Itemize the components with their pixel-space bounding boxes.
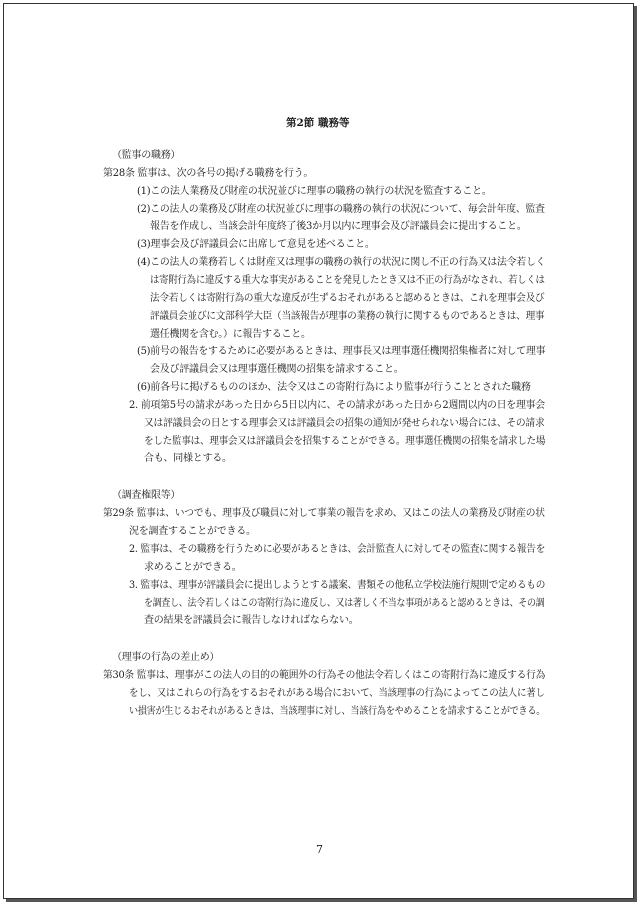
article-line: 合も、同様とする。	[144, 453, 232, 464]
article-line: 選任機関を含む。）に報告すること。	[150, 329, 311, 340]
article-line: 第30条 監事は、理事がこの法人の目的の範囲外の行為その他法令若しくはこの寄附行為に違反する行為	[103, 670, 546, 681]
article-line: を調査し、法令若しくはこの寄附行為に違反し、又は著しく不当な事項があると認めるときは、その調	[144, 598, 545, 609]
article-line: (1)この法人業務及び財産の状況並びに理事の職務の執行の状況を監査すること。	[137, 186, 492, 197]
article-line: (6)前各号に掲げるもののほか、法令又はこの寄附行為により監事が行うこととされた職務	[137, 382, 531, 393]
article-line: 第28条 監事は、次の各号の掲げる職務を行う。	[103, 168, 314, 179]
article-line: (2)この法人の業務及び財産の状況並びに理事の職務の執行の状況について、毎会計年度、監査	[137, 204, 545, 215]
article-line: 況を調査することができる。	[129, 526, 256, 537]
article-line: 又は評議員会の日とする理事会又は評議員会の招集の通知が発せられない場合には、その請求	[144, 418, 545, 429]
article-line: い損害が生じるおそれがあるときは、当該理事に対し、当該行為をやめることを請求することができる。	[129, 706, 546, 717]
document-page	[3, 3, 634, 899]
article-line: をし、又はこれらの行為をするおそれがある場合において、当該理事の行為によってこの法人に著し	[129, 688, 545, 699]
article-heading: （監事の職務）	[112, 150, 181, 161]
article-line: 会及び評議員会又は理事選任機関の招集を請求すること。	[150, 364, 404, 375]
article-line: 3. 監事は、理事が評議員会に提出しようとする議案、書類その他私立学校法施行規則で定めるもの	[129, 580, 546, 591]
page-number: 7	[316, 843, 323, 856]
page-shadow-bottom	[6, 899, 637, 902]
article-line: 第29条 監事は、いつでも、理事及び職員に対して事業の報告を求め、又はこの法人の業務及び財産の状	[103, 508, 545, 519]
article-line: 2. 前項第5号の請求があった日から5日以内に、その請求があった日から2週間以内の日を理事会	[129, 400, 545, 411]
article-line: をした監事は、理事会又は評議員会を招集することができる。理事選任機関の招集を請求した場	[144, 436, 546, 447]
page-shadow-right	[634, 6, 637, 902]
article-line: (5)前号の報告をするために必要があるときは、理事長又は理事選任機関招集権者に対して理事	[137, 346, 546, 357]
article-line: は寄附行為に違反する重大な事実があることを発見したとき又は不正の行為がなされ、若しくは	[150, 275, 545, 286]
article-heading: （理事の行為の差止め）	[112, 652, 220, 663]
article-line: (3)理事会及び評議員会に出席して意見を述べること。	[137, 239, 375, 250]
article-line: 求めることができる。	[144, 562, 242, 573]
article-line: 2. 監事は、その職務を行うために必要があるときは、会計監査人に対してその監査に関する報告を	[129, 544, 546, 555]
article-line: 法令若しくは寄附行為の重大な違反が生ずるおそれがあると認めるときは、これを理事会及び	[150, 293, 545, 304]
article-line: 報告を作成し、当該会計年度終了後3か月以内に理事会及び評議員会に提出すること。	[150, 221, 527, 232]
article-heading: （調査権限等）	[112, 490, 181, 501]
article-line: 評議員会並びに文部科学大臣（当該報告が理事の業務の執行に関するものであるときは、理事	[150, 311, 545, 322]
article-line: (4)この法人の業務若しくは財産又は理事の職務の執行の状況に関し不正の行為又は法令若しく	[137, 257, 546, 268]
article-line: 査の結果を評議員会に報告しなければならない。	[144, 615, 359, 626]
section-title: 第2節 職務等	[286, 117, 350, 129]
